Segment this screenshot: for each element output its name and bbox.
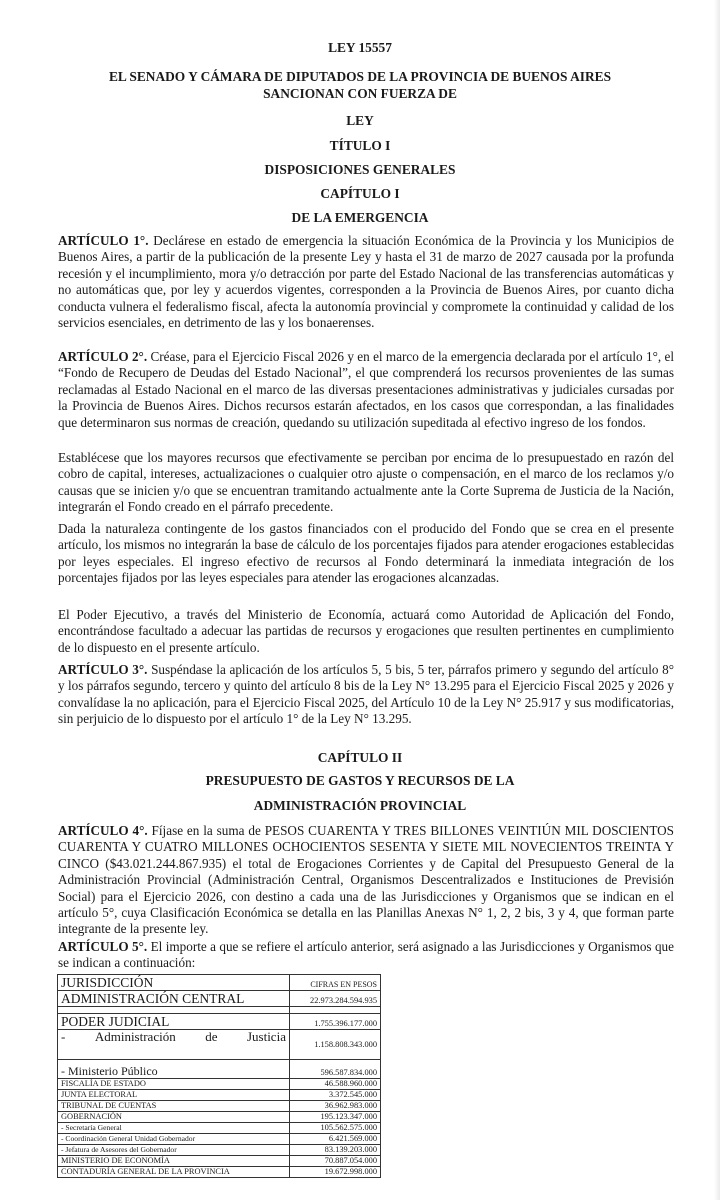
row-value: 3.372.545.000 [290, 1090, 381, 1101]
titulo-name: DISPOSICIONES GENERALES [264, 162, 456, 177]
table-row [58, 1090, 381, 1101]
row-value-ministerio-publico: 596.587.834.000 [290, 1060, 381, 1079]
table-row [58, 1101, 381, 1112]
row-value: 195.123.347.000 [290, 1112, 381, 1123]
row-label: - Jefatura de Asesores del Gobernador [58, 1145, 290, 1156]
table-row [58, 1156, 381, 1167]
table-spacer-row [58, 1007, 381, 1014]
chapter-2-name-line-1: PRESUPUESTO DE GASTOS Y RECURSOS DE LA [205, 773, 515, 788]
article-2-label: ARTÍCULO 2°. [58, 349, 148, 364]
enactment-line-1: EL SENADO Y CÁMARA DE DIPUTADOS DE LA PROVINCIA DE BUENOS AIRES [108, 69, 612, 84]
titulo-heading: TÍTULO I [329, 138, 391, 153]
table-header-row [58, 975, 381, 991]
row-label-admin-justicia [58, 1030, 290, 1060]
row-value: 36.962.983.000 [290, 1101, 381, 1112]
table-row [58, 1145, 381, 1156]
article-2-paragraph-4: El Poder Ejecutivo, a través del Ministerio de Economía, actuará como Autoridad de Aplicación del Fondo, encontrándose facultado a adecuar las partidas de recursos y erogaciones que resulten pertinentes en cumplimiento de lo dispuesto en el presente artículo. [58, 607, 674, 655]
admin-justicia-word-2: de [205, 1029, 218, 1044]
article-5-label: ARTÍCULO 5°. [58, 939, 148, 954]
table-row [58, 1123, 381, 1134]
row-label: MINISTERIO DE ECONOMÍA [58, 1156, 290, 1167]
admin-justicia-word-1: Administración [94, 1029, 176, 1044]
article-4-label: ARTÍCULO 4°. [58, 823, 148, 838]
row-value: 6.421.569.000 [290, 1134, 381, 1145]
row-label: TRIBUNAL DE CUENTAS [58, 1101, 290, 1112]
row-label-poder-judicial: PODER JUDICIAL [58, 1014, 290, 1030]
admin-justicia-word-3: Justicia [246, 1029, 286, 1044]
chapter-2-name-line-2: ADMINISTRACIÓN PROVINCIAL [253, 798, 467, 813]
article-3 [58, 662, 674, 728]
row-value: 83.139.203.000 [290, 1145, 381, 1156]
article-2-text: Créase, para el Ejercicio Fiscal 2026 y en el marco de la emergencia declarada por el artículo 1°, el “Fondo de Recupero de Deudas del Estado Nacional”, el que comprenderá los recursos provenientes de las sumas reclamadas al Estado Nacional en el marco de las diversas presentaciones administrativas y judiciales cursadas por la Provincia de Buenos Aires. Dichos recursos estarán afectados, en los casos que correspondan, a las finalidades que determinaron sus normas de creación, quedando su utilización supeditada al efectivo ingreso de los fondos. [58, 349, 674, 430]
table-row [58, 1134, 381, 1145]
row-value-admin-justicia: 1.158.808.343.000 [290, 1030, 381, 1060]
table-row [58, 1112, 381, 1123]
row-label: - Coordinación General Unidad Gobernador [58, 1134, 290, 1145]
table-row [58, 991, 381, 1007]
article-5-text: El importe a que se refiere el artículo anterior, será asignado a las Jurisdicciones y Organismos que se indican a continuación: [58, 939, 674, 971]
table-header-jurisdiction: JURISDICCIÓN [58, 975, 290, 991]
table-body-rows [58, 1079, 381, 1178]
row-label: CONTADURÍA GENERAL DE LA PROVINCIA [58, 1167, 290, 1178]
article-2 [58, 349, 674, 431]
chapter-1-name: DE LA EMERGENCIA [291, 210, 429, 225]
ley-heading: LEY [346, 113, 374, 128]
law-title: LEY 15557 [328, 40, 392, 55]
row-value: 70.887.054.000 [290, 1156, 381, 1167]
table-row [58, 1014, 381, 1030]
article-2-paragraph-3: Dada la naturaleza contingente de los gastos financiados con el producido del Fondo que se crea en el presente artículo, los mismos no integrarán la base de cálculo de los porcentajes fijados para atender erogaciones establecidas por leyes especiales. El ingreso efectivo de recursos al Fondo determinará la inmediata integración de los porcentajes fijados por las leyes especiales para atender las erogaciones alcanzadas. [58, 521, 674, 586]
page-edge-shadow [714, 0, 720, 1200]
article-2-paragraph-2: Establécese que los mayores recursos que efectivamente se perciban por encima de lo presupuestado en razón del cobro de capital, intereses, actualizaciones o cualquier otro ajuste o compensación, en el marco de los reclamos y/o causas que se inicien y/o que se encuentran tramitando actualmente ante la Corte Suprema de Justicia de la Nación, integrarán el Fondo creado en el párrafo precedente. [58, 450, 674, 515]
article-1 [58, 233, 674, 331]
chapter-2-heading: CAPÍTULO II [317, 750, 403, 765]
row-value: 105.562.575.000 [290, 1123, 381, 1134]
row-label-admin-central: ADMINISTRACIÓN CENTRAL [58, 991, 290, 1007]
row-value-admin-central: 22.973.284.594.935 [290, 991, 381, 1007]
row-value: 19.672.998.000 [290, 1167, 381, 1178]
row-label: GOBERNACIÓN [58, 1112, 290, 1123]
article-1-text: Declárese en estado de emergencia la situación Económica de la Provincia y los Municipios de Buenos Aires, a partir de la publicación de la presente Ley y hasta el 31 de marzo de 2027 causada por la profunda recesión y el incumplimiento, mora y/o detracción por parte del Estado Nacional de las transferencias automáticas y no automáticas que, por ley y acuerdos vigentes, corresponden a la Provincia de Buenos Aires, por cuanto dicha conducta vulnera el federalismo fiscal, afecta la autonomía provincial y compromete la continuidad y calidad de los servicios esenciales, en detrimento de las y los bonaerenses. [58, 233, 674, 331]
article-3-label: ARTÍCULO 3°. [58, 662, 148, 677]
chapter-1-heading: CAPÍTULO I [320, 186, 400, 201]
row-label: - Secretaría General [58, 1123, 290, 1134]
row-label: FISCALÍA DE ESTADO [58, 1079, 290, 1090]
row-value-poder-judicial: 1.755.396.177.000 [290, 1014, 381, 1030]
enactment-line-2: SANCIONAN CON FUERZA DE [263, 86, 457, 101]
table-row [58, 1030, 381, 1060]
jurisdictions-table [57, 974, 381, 1178]
table-row [58, 1060, 381, 1079]
row-value: 46.588.960.000 [290, 1079, 381, 1090]
article-4 [58, 823, 674, 938]
table-row [58, 1167, 381, 1178]
row-label-ministerio-publico: - Ministerio Público [58, 1060, 290, 1079]
article-5 [58, 939, 674, 972]
article-4-text: Fíjase en la suma de PESOS CUARENTA Y TRES BILLONES VEINTIÚN MIL DOSCIENTOS CUARENTA Y CUATRO MILLONES OCHOCIENTOS SESENTA Y SIETE MIL NOVECIENTOS TREINTA Y CINCO ($43.021.244.867.935) el total de Erogaciones Corrientes y de Capital del Presupuesto General de la Administración Provincial (Administración Central, Organismos Descentralizados e Instituciones de Previsión Social) para el Ejercicio 2026, con destino a cada una de las Jurisdicciones y Organismos que se indican en el artículo 5°, cuya Clasificación Económica se detalla en las Planillas Anexas N° 1, 2, 2 bis, 3 y 4, que forman parte integrante de la presente ley. [58, 823, 674, 937]
article-3-text: Suspéndase la aplicación de los artículos 5, 5 bis, 5 ter, párrafos primero y segundo del artículo 8° y los párrafos segundo, tercero y quinto del artículo 8 bis de la Ley N° 13.295 para el Ejercicio Fiscal 2025 y 2026 y convalídase la no aplicación, para el Ejercicio Fiscal 2025, del Artículo 10 de la Ley N° 25.917 y sus modificatorias, sin perjuicio de lo dispuesto por el artículo 1° de la Ley N° 13.295. [58, 662, 674, 727]
table-row [58, 1079, 381, 1090]
table-header-amount: CIFRAS EN PESOS [290, 975, 381, 991]
row-label: JUNTA ELECTORAL [58, 1090, 290, 1101]
article-1-label: ARTÍCULO 1°. [58, 233, 149, 248]
admin-justicia-dash: - [61, 1029, 66, 1044]
